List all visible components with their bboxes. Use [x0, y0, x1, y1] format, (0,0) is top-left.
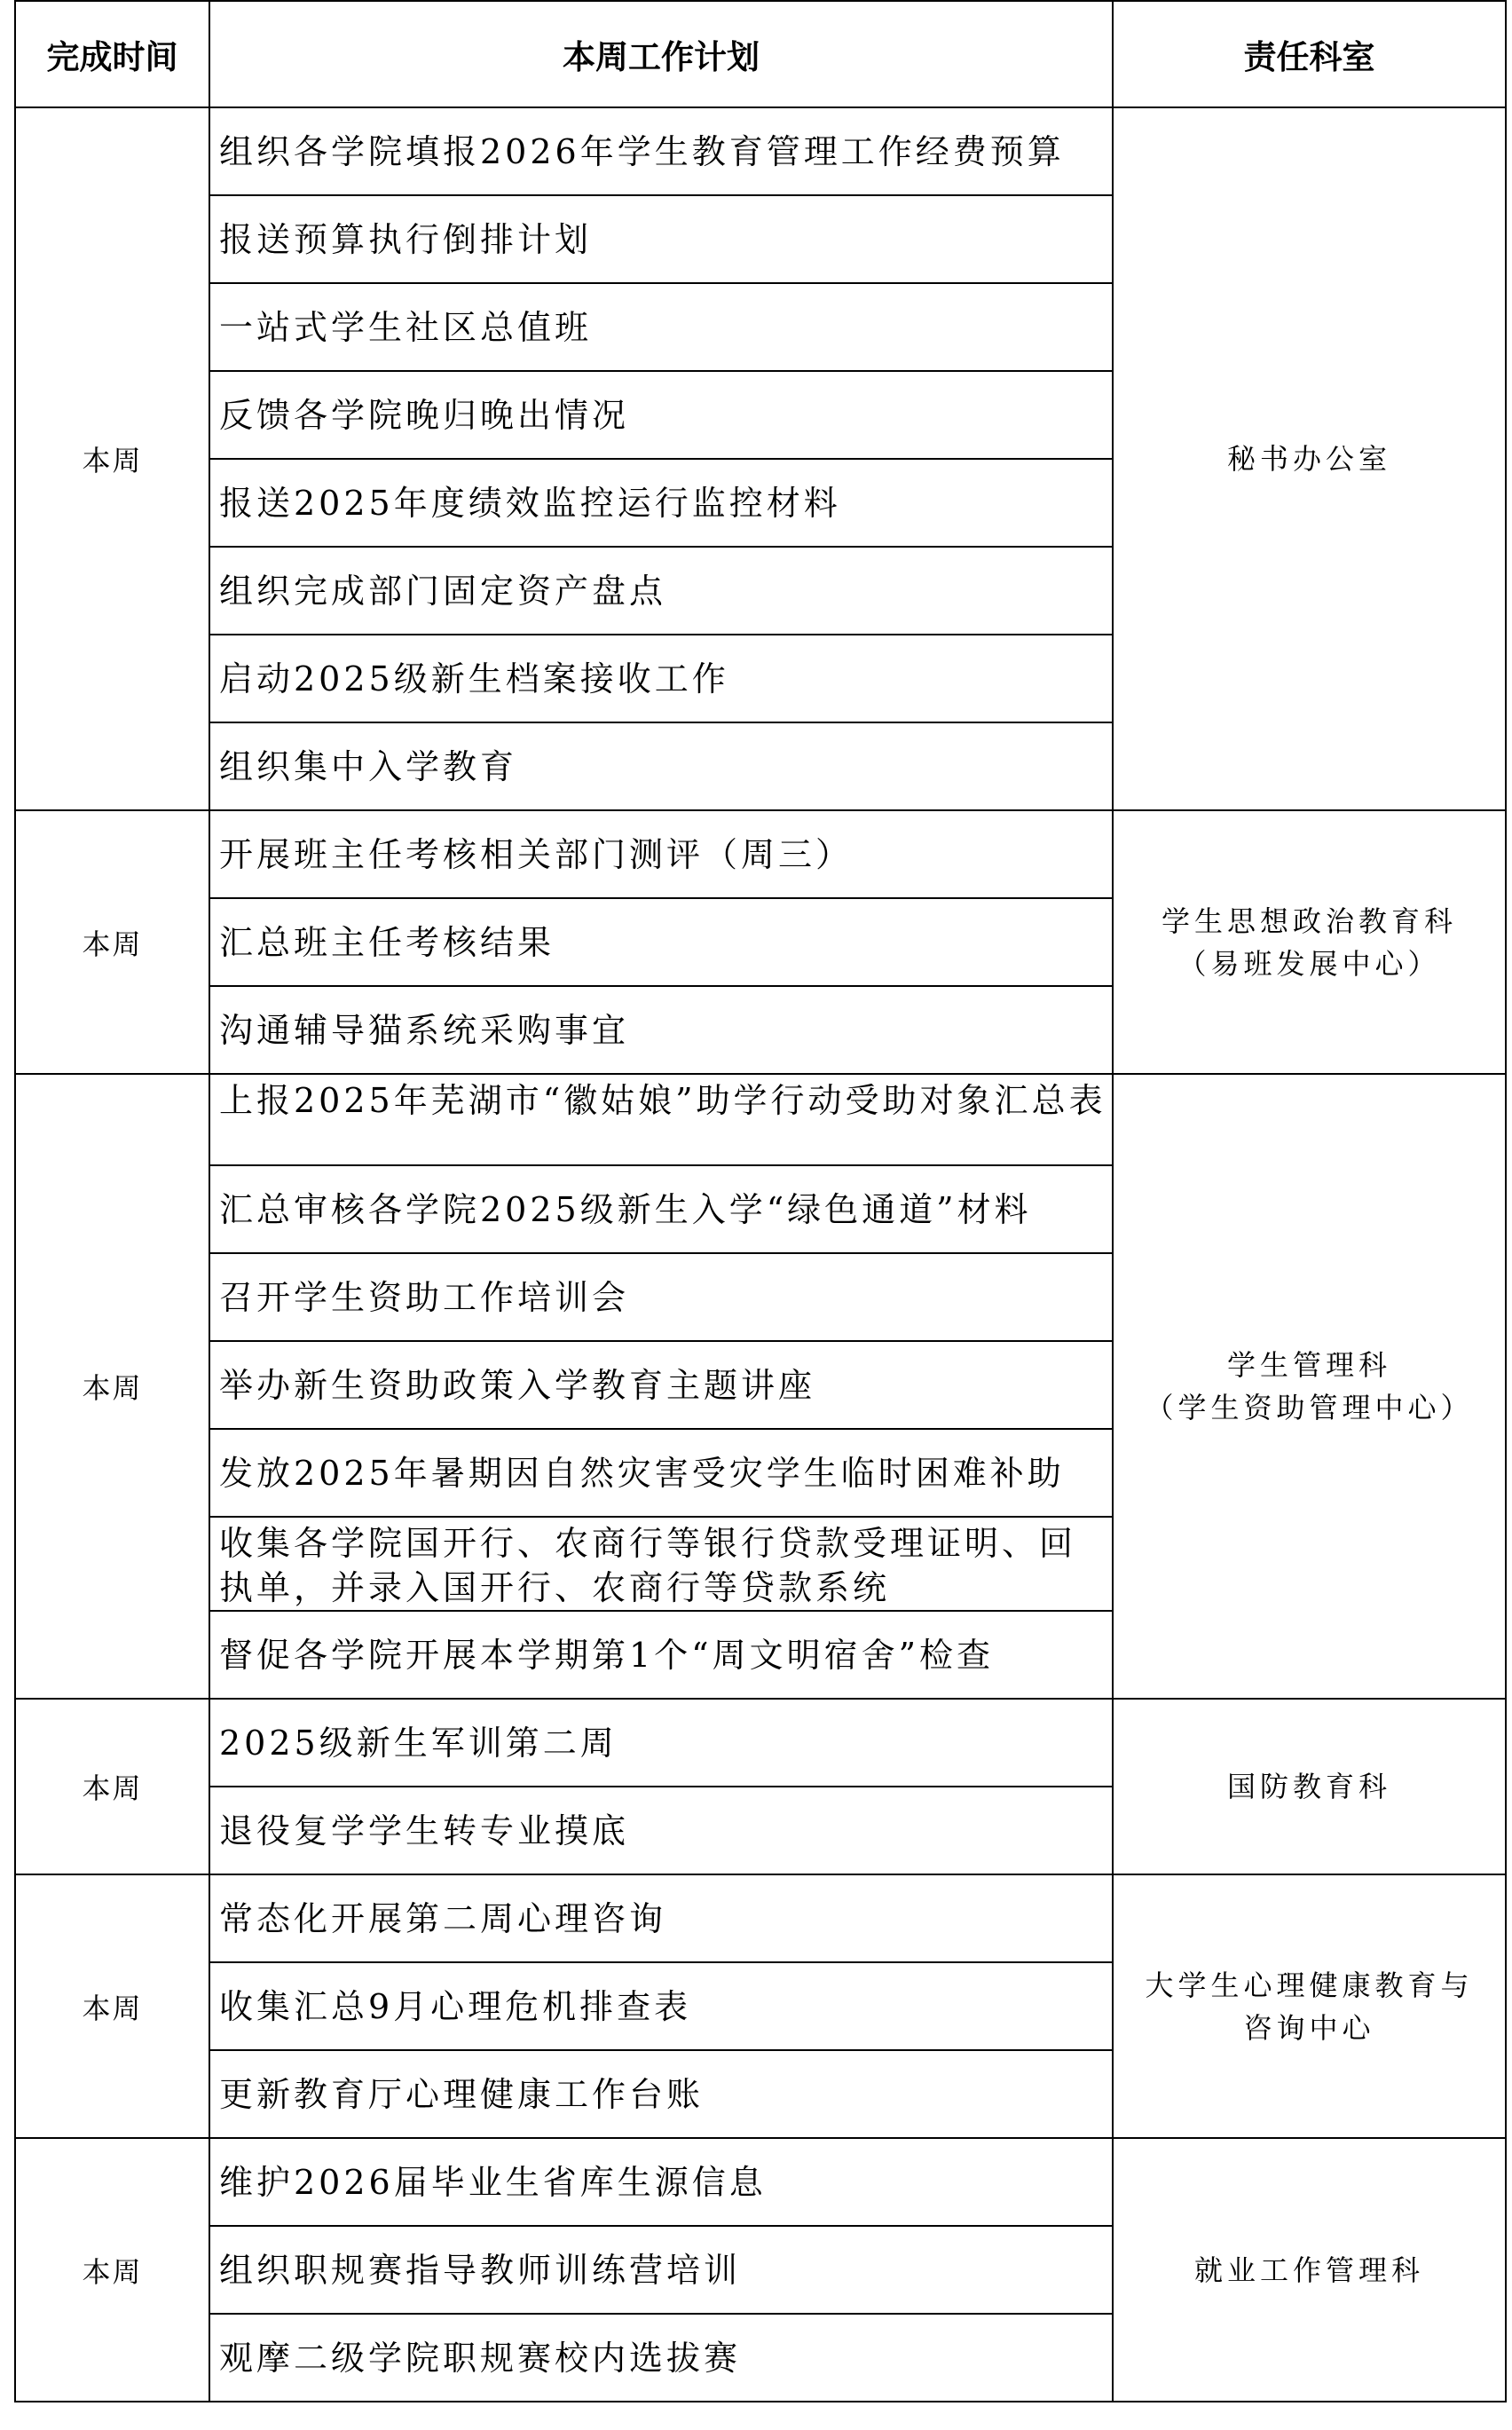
- plan-item: 常态化开展第二周心理咨询: [209, 1874, 1113, 1962]
- table-row: [15, 107, 1506, 195]
- plan-item: 2025级新生军训第二周: [209, 1699, 1113, 1787]
- table-row: [15, 1074, 1506, 1165]
- table-row: [15, 810, 1506, 898]
- plan-item: 维护2026届毕业生省库生源信息: [209, 2138, 1113, 2226]
- completion-time-cell: 本周: [15, 2138, 209, 2402]
- header-completion-time: 完成时间: [15, 1, 209, 107]
- responsible-dept-cell: [1113, 2138, 1506, 2402]
- plan-item: 收集汇总9月心理危机排查表: [209, 1962, 1113, 2050]
- plan-item: 组织职规赛指导教师训练营培训: [209, 2226, 1113, 2314]
- plan-item: 报送2025年度绩效监控运行监控材料: [209, 459, 1113, 547]
- responsible-dept-cell: [1113, 1874, 1506, 2138]
- plan-item: 组织各学院填报2026年学生教育管理工作经费预算: [209, 107, 1113, 195]
- plan-item: 发放2025年暑期因自然灾害受灾学生临时困难补助: [209, 1429, 1113, 1517]
- plan-item: 更新教育厅心理健康工作台账: [209, 2050, 1113, 2138]
- plan-item: 退役复学学生转专业摸底: [209, 1787, 1113, 1874]
- plan-item: 一站式学生社区总值班: [209, 283, 1113, 371]
- dept-name-line: （易班发展中心）: [1177, 946, 1441, 981]
- responsible-dept-cell: [1113, 1699, 1506, 1874]
- plan-item: 组织完成部门固定资产盘点: [209, 547, 1113, 635]
- dept-name-line: 秘书办公室: [1226, 442, 1391, 476]
- header-row: [15, 1, 1506, 107]
- completion-time-cell: 本周: [15, 107, 209, 810]
- table-row: [15, 1699, 1506, 1787]
- plan-item: 收集各学院国开行、农商行等银行贷款受理证明、回执单，并录入国开行、农商行等贷款系统: [209, 1517, 1113, 1611]
- dept-name-line: 大学生心理健康教育与: [1145, 1968, 1474, 2002]
- plan-item: 启动2025级新生档案接收工作: [209, 635, 1113, 722]
- plan-item: 沟通辅导猫系统采购事宜: [209, 986, 1113, 1074]
- table-row: [15, 1874, 1506, 1962]
- dept-name-line: 就业工作管理科: [1193, 2252, 1424, 2287]
- dept-name-line: 学生管理科: [1226, 1348, 1391, 1382]
- dept-name-line: 学生思想政治教育科: [1161, 903, 1457, 938]
- completion-time-cell: 本周: [15, 1074, 209, 1699]
- plan-item: 举办新生资助政策入学教育主题讲座: [209, 1341, 1113, 1429]
- completion-time-cell: 本周: [15, 1699, 209, 1874]
- plan-item: 汇总审核各学院2025级新生入学“绿色通道”材料: [209, 1165, 1113, 1253]
- header-weekly-plan: 本周工作计划: [209, 1, 1113, 107]
- plan-item: 观摩二级学院职规赛校内选拔赛: [209, 2314, 1113, 2402]
- responsible-dept-cell: [1113, 1074, 1506, 1699]
- header-responsible-dept: 责任科室: [1113, 1, 1506, 107]
- plan-item: 上报2025年芜湖市“徽姑娘”助学行动受助对象汇总表: [209, 1074, 1113, 1165]
- plan-item: 督促各学院开展本学期第1个“周文明宿舍”检查: [209, 1611, 1113, 1699]
- responsible-dept-cell: [1113, 810, 1506, 1074]
- plan-item: 汇总班主任考核结果: [209, 898, 1113, 986]
- plan-item: 反馈各学院晚归晚出情况: [209, 371, 1113, 459]
- table-row: [15, 2138, 1506, 2226]
- dept-name-line: （学生资助管理中心）: [1145, 1391, 1474, 1424]
- completion-time-cell: 本周: [15, 1874, 209, 2138]
- completion-time-cell: 本周: [15, 810, 209, 1074]
- responsible-dept-cell: [1113, 107, 1506, 810]
- dept-name-line: 咨询中心: [1243, 2010, 1375, 2045]
- plan-item: 召开学生资助工作培训会: [209, 1253, 1113, 1341]
- dept-name-line: 国防教育科: [1226, 1770, 1391, 1803]
- plan-item: 报送预算执行倒排计划: [209, 195, 1113, 283]
- work-plan-table: [14, 0, 1507, 2402]
- plan-item: 组织集中入学教育: [209, 722, 1113, 810]
- plan-item: 开展班主任考核相关部门测评（周三）: [209, 810, 1113, 898]
